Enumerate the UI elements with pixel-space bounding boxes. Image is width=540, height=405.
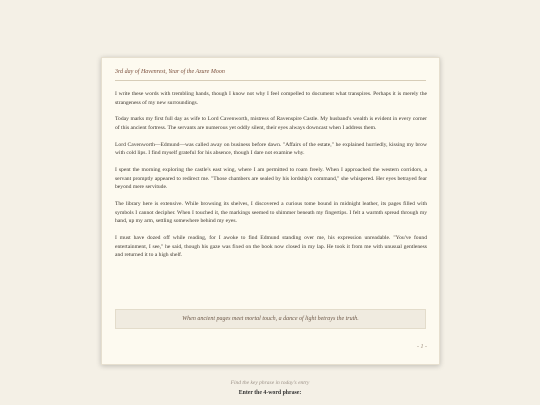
prompt-hint: Find the key phrase in today's entry — [230, 380, 310, 386]
highlight-quote-box — [115, 309, 426, 329]
entry-paragraph-1: I write these words with trembling hands, though I know not why I feel compelled to document what transpires. Perhaps it is merely the strangeness of my new surroundings. — [115, 91, 427, 106]
highlight-quote: When ancient pages meet mortal touch, a dance of light betrays the truth. — [182, 316, 359, 322]
entry-paragraph-2: Today marks my first full day as wife to Lord Cavenworth, mistress of Ravenspire Castle. My husband's wealth is evident in every corner of this ancient fortress. The servants are numerous yet oddly silent, their eyes always downcast when I address them. — [115, 116, 427, 131]
entry-date-header: 3rd day of Havenrest, Year of the Azure Moon — [115, 69, 426, 81]
entry-body — [115, 90, 427, 268]
entry-paragraph-3: Lord Cavenworth—Edmund—was called away on business before dawn. "Affairs of the estate," he explained hurriedly, kissing my brow with cold lips. I find myself grateful for his absence, though I dare not examine why. — [115, 141, 427, 157]
journal-page — [101, 57, 440, 365]
entry-paragraph-4: I spent the morning exploring the castle's east wing, where I am permitted to roam freely. When I approached the western corridors, a servant promptly appeared to redirect me. "Those chambers are sealed by his lordship's command," she whispered. Her eyes betrayed fear beyond mere servitude. — [115, 167, 427, 191]
entry-paragraph-5: The library here is extensive. While browsing its shelves, I discovered a curious tome bound in midnight leather, its pages filled with symbols I cannot decipher. When I touched it, the markings seemed to shimmer beneath my fingertips. I felt a warmth spread through my hand, up my arm, settling somewhere behind my eyes. — [115, 201, 427, 225]
page-number: - 1 - — [417, 344, 427, 350]
phrase-input-label: Enter the 4-word phrase: — [238, 390, 302, 396]
entry-paragraph-6: I must have dozed off while reading, for I awoke to find Edmund standing over me, his expression unreadable. "You've found entertainment, I see," he said, though his gaze was fixed on the book now closed in my lap. He took it from me with unusual gentleness and returned it to a high shelf. — [115, 235, 427, 259]
